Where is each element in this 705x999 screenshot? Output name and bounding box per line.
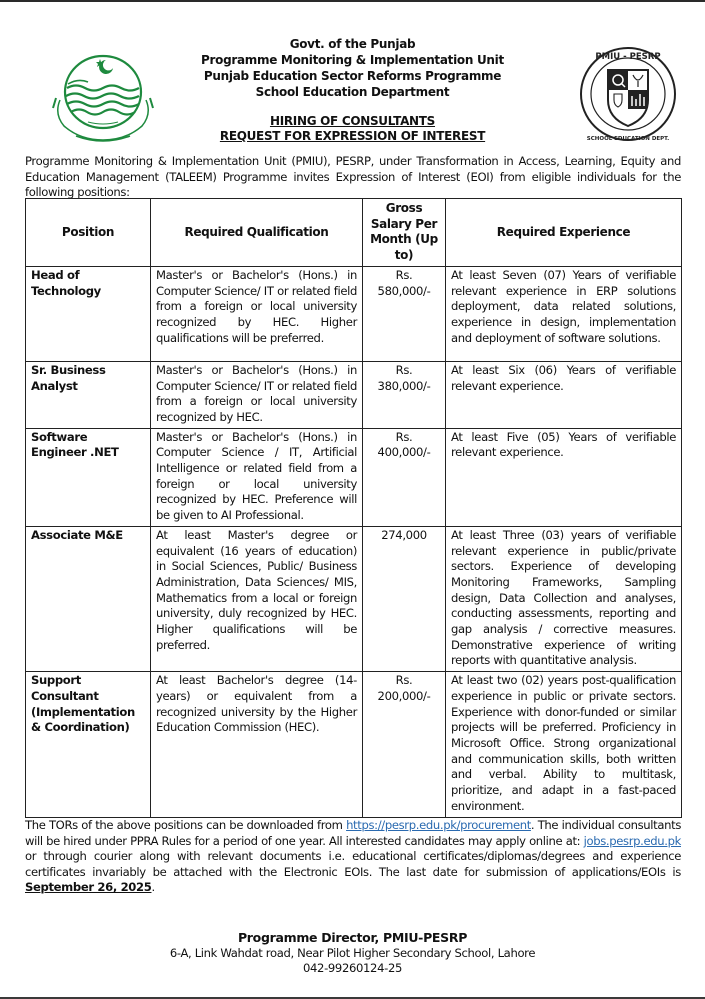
salary-cell: Rs. 200,000/- [363,672,446,817]
qualification-cell: Master's or Bachelor's (Hons.) in Computer Science / IT, Artificial Intelligence or related field from a foreign or local university recognized by HEC. Preference will be given to AI Professional. [151,428,363,526]
svg-text:PMIU - PESRP: PMIU - PESRP [595,52,661,62]
procurement-link[interactable]: https://pesrp.edu.pk/procurement [346,818,531,832]
position-cell: Support Consultant (Implementation & Coordination) [26,672,151,817]
instructions-paragraph [25,818,681,896]
position-cell: Software Engineer .NET [26,428,151,526]
office-address: 6-A, Link Wahdat road, Near Pilot Higher Secondary School, Lahore [169,946,536,960]
document-header [140,36,565,100]
table-row [26,526,682,671]
footer-text-2: . The individual consultants will be hired under PPRA Rules for a period of one year. All interested candidates may apply online at: [25,818,682,848]
salary-cell: Rs. 380,000/- [363,361,446,428]
qualification-cell: Master's or Bachelor's (Hons.) in Computer Science/ IT or related field from a foreign or local university recognized by HEC. [151,361,363,428]
experience-cell: At least Seven (07) Years of verifiable relevant experience in ERP solutions deployment, data related solutions, experience in design, implementation and deployment of software solutions. [446,266,682,361]
document-titles [140,114,565,144]
salary-cell: 274,000 [363,526,446,671]
column-header-salary: Gross Salary Per Month (Up to) [363,199,446,267]
qualification-cell: At least Master's degree or equivalent (16 years of education) in Social Sciences, Public/ Business Administration, Data Sciences/ MIS, Mathematics from a local or foreign university, duly recognized by HEC. Higher qualifications will be preferred. [151,526,363,671]
table-row [26,672,682,817]
intro-paragraph: Programme Monitoring & Implementation Unit (PMIU), PESRP, under Transformation in Access, Learning, Equity and Education Management (TALEEM) Programme invites Expression of Interest (EOI) from eligible individuals for the following positions: [25,154,681,199]
salary-cell: Rs. 580,000/- [363,266,446,361]
top-border [0,0,705,2]
column-header-qualification: Required Qualification [151,199,363,267]
header-line-pesrp: Punjab Education Sector Reforms Programme [203,69,502,83]
column-header-experience: Required Experience [446,199,682,267]
footer-text-4: . [151,880,155,895]
position-cell: Sr. Business Analyst [26,361,151,428]
pmiu-pesrp-seal-icon [578,44,678,150]
table-header-row [26,199,682,267]
experience-cell: At least Five (05) Years of verifiable relevant experience. [446,428,682,526]
column-header-position: Position [26,199,151,267]
experience-cell: At least Three (03) years of verifiable relevant experience in public/private sectors. Experience of developing Monitoring Frameworks, Sampling design, Data Collection and analyses, conducting assessments, reporting and gap analysis / corrective measures. Demonstrative experience of writing reports with quantitative analysis. [446,526,682,671]
jobs-portal-link[interactable]: jobs.pesrp.edu.pk [583,833,681,848]
header-line-govt: Govt. of the Punjab [289,37,416,51]
salary-cell: Rs. 400,000/- [363,428,446,526]
deadline-date: September 26, 2025 [25,880,152,895]
experience-cell: At least Six (06) Years of verifiable relevant experience. [446,361,682,428]
experience-cell: At least two (02) years post-qualification experience in public or private sectors. Experience with donor-funded or similar projects will be preferred. Proficiency in Microsoft Office. Strong organizational and communication skills, both written and verbal. Ability to multitask, prioritize, and adapt in a fast-paced environment. [446,672,682,817]
table-row [26,266,682,361]
page-subtitle: REQUEST FOR EXPRESSION OF INTEREST [219,129,486,143]
header-line-department: School Education Department [255,85,450,99]
header-line-pmiu: Programme Monitoring & Implementation Unit [201,53,504,67]
qualification-cell: At least Bachelor's degree (14-years) or equivalent from a recognized university by the Higher Education Commission (HEC). [151,672,363,817]
office-phone: 042-99260124-25 [302,961,402,975]
qualification-cell: Master's or Bachelor's (Hons.) in Computer Science/ IT or related field from a foreign or local university recognized by HEC. Higher qualifications will be preferred. [151,266,363,361]
footer-text-3: or through courier along with relevant documents i.e. educational certificates/diplomas/degrees and experience certificates invariably be attached with the Electronic EOIs. The last date for submission of applications/EOIs is [25,849,681,879]
position-cell: Head of Technology [26,266,151,361]
page-title: HIRING OF CONSULTANTS [269,114,436,128]
positions-table [25,198,682,818]
signature-block [100,930,605,976]
position-cell: Associate M&E [26,526,151,671]
table-row [26,361,682,428]
footer-text-1: The TORs of the above positions can be downloaded from [25,818,347,832]
svg-text:SCHOOL EDUCATION DEPT.: SCHOOL EDUCATION DEPT. [586,136,670,142]
signatory-role: Programme Director, PMIU-PESRP [237,930,468,945]
table-row [26,428,682,526]
